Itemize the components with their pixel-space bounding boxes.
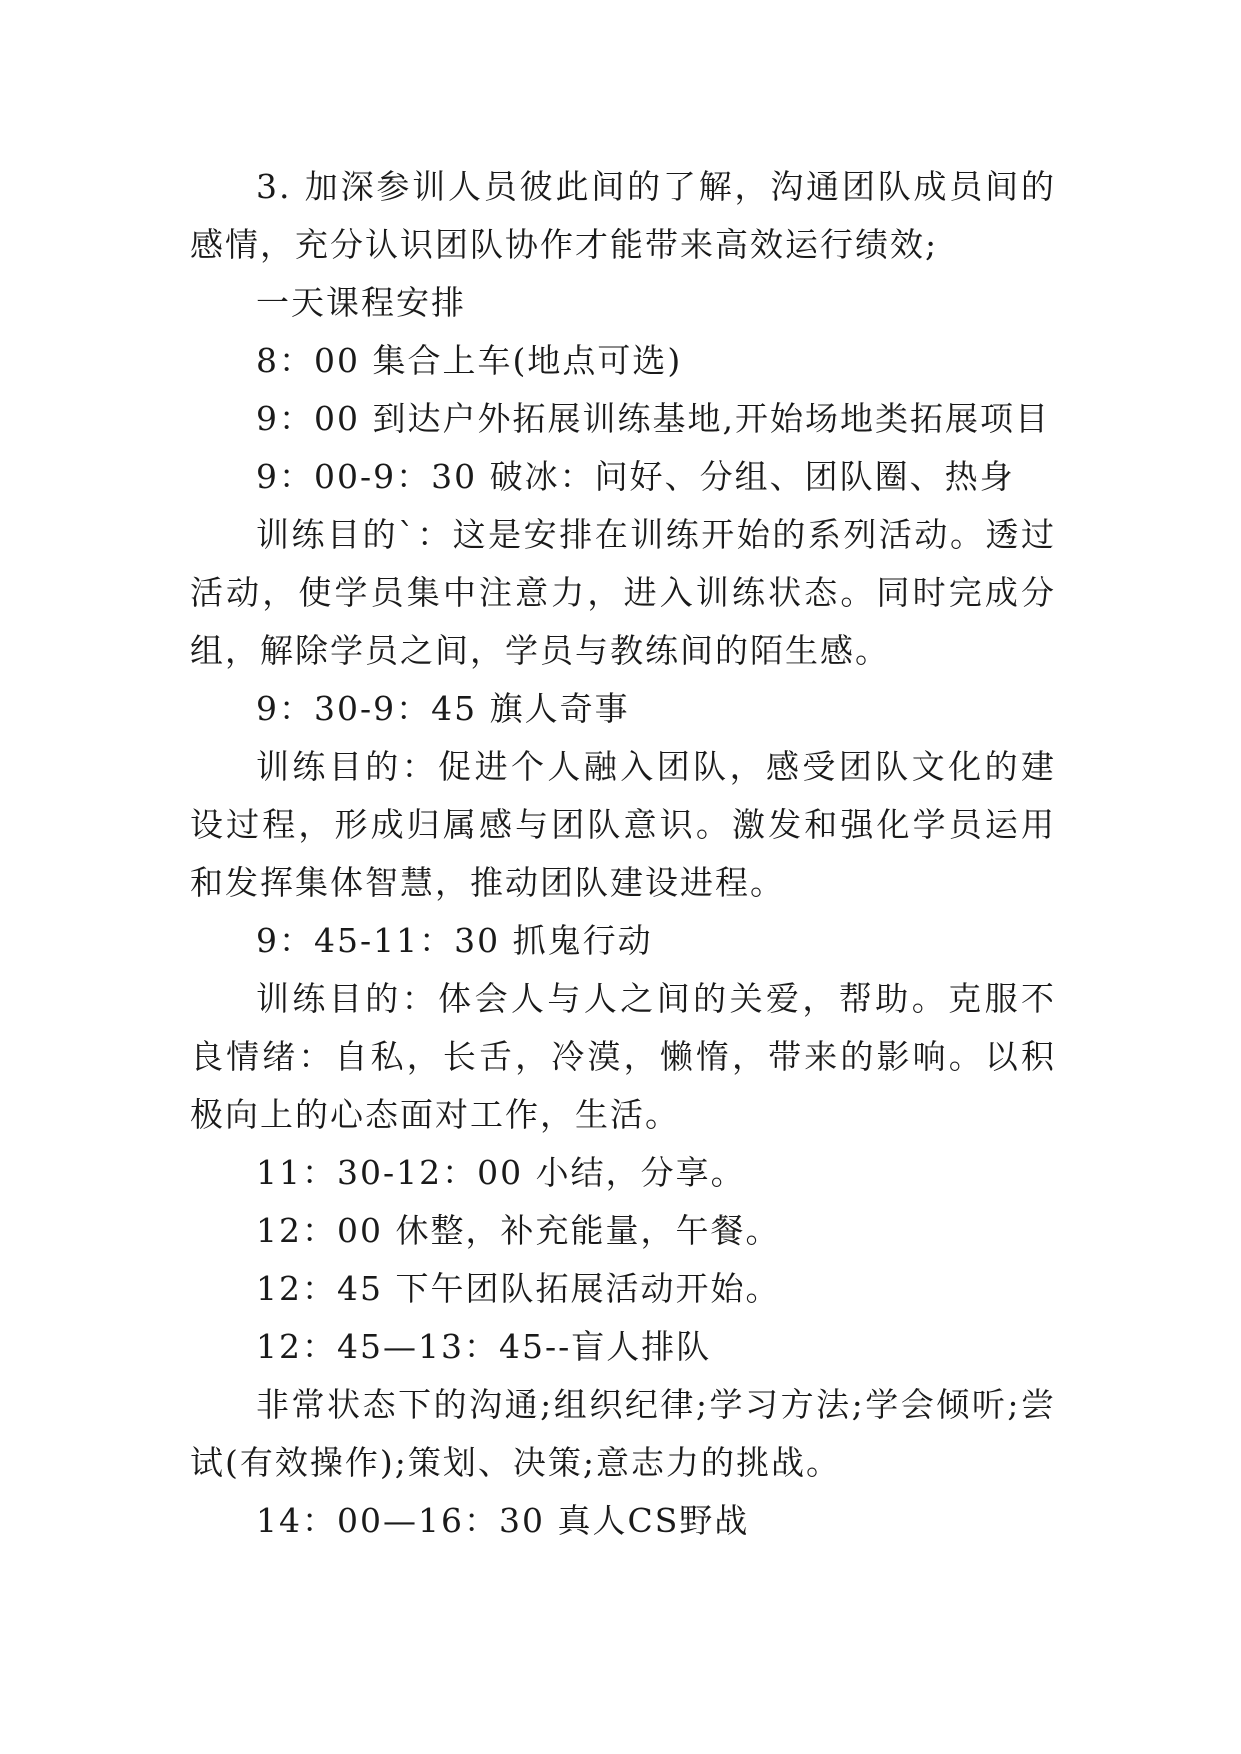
section-heading: 一天课程安排 [256, 283, 466, 322]
schedule-item: 9：30-9：45 旗人奇事 [256, 689, 630, 728]
training-purpose: 训练目的：促进个人融入团队，感受团队文化的建设过程，形成归属感与团队意识。激发和强化学员运用和发挥集体智慧，推动团队建设进程。 [190, 747, 1056, 902]
training-purpose: 训练目的`：这是安排在训练开始的系列活动。透过活动，使学员集中注意力，进入训练状态。同时完成分组，解除学员之间，学员与教练间的陌生感。 [190, 515, 1056, 670]
schedule-item: 12：00 休整，补充能量，午餐。 [256, 1211, 781, 1250]
document-body [190, 158, 1056, 1550]
training-purpose: 非常状态下的沟通;组织纪律;学习方法;学会倾听;尝试(有效操作);策划、决策;意志力的挑战。 [190, 1385, 1056, 1482]
schedule-item: 12：45—13：45--盲人排队 [256, 1327, 712, 1366]
schedule-item: 11：30-12：00 小结，分享。 [256, 1153, 746, 1192]
schedule-item: 8：00 集合上车(地点可选) [256, 341, 683, 380]
paragraph: 3. 加深参训人员彼此间的了解，沟通团队成员间的感情，充分认识团队协作才能带来高效运行绩效; [190, 167, 1056, 264]
training-purpose: 训练目的：体会人与人之间的关爱，帮助。克服不良情绪：自私，长舌，冷漠，懒惰，带来的影响。以积极向上的心态面对工作，生活。 [190, 979, 1056, 1134]
schedule-item: 12：45 下午团队拓展活动开始。 [256, 1269, 781, 1308]
schedule-item: 14：00—16：30 真人CS野战 [256, 1501, 750, 1540]
schedule-item: 9：00-9：30 破冰：问好、分组、团队圈、热身 [256, 457, 1015, 496]
schedule-item: 9：00 到达户外拓展训练基地,开始场地类拓展项目 [256, 399, 1050, 438]
schedule-item: 9：45-11：30 抓鬼行动 [256, 921, 653, 960]
